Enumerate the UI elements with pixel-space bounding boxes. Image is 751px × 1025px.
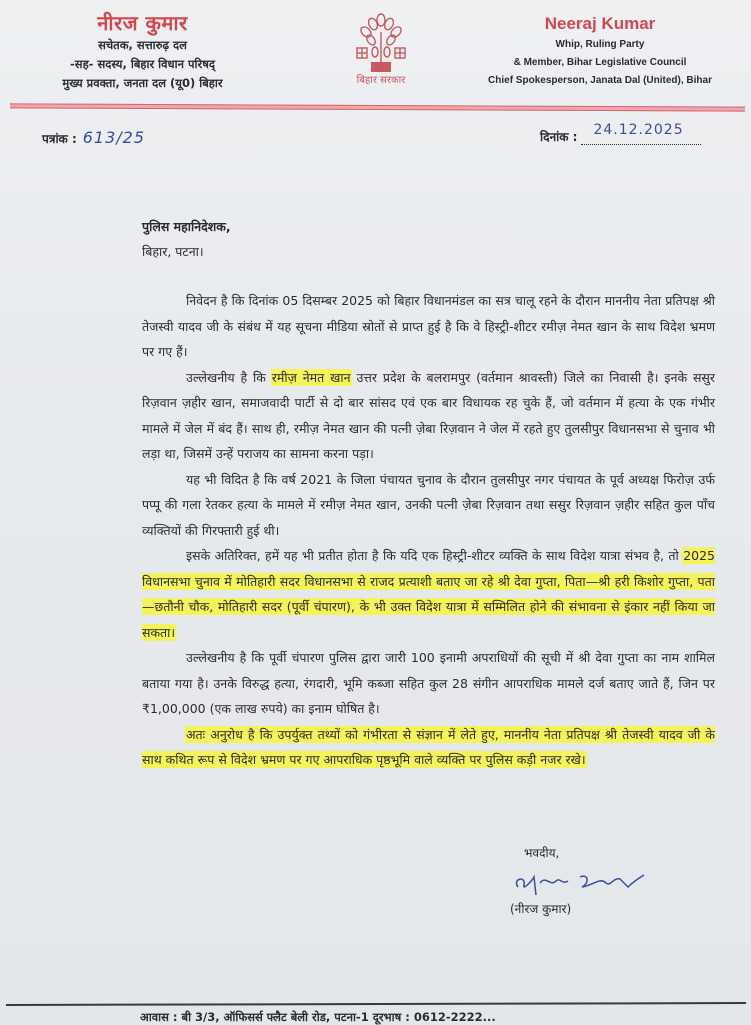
reference-number [42,128,145,147]
highlighted-text: 2025 विधानसभा चुनाव में मोतिहारी सदर विधानसभा से राजद प्रत्याशी बताए जा रहे श्री देवा गुप्ता, पिता—श्री हरी किशोर गुप्ता, पता—छतौनी चौक, मोतिहारी सदर (पूर्वी चंपारण), के भी उक्त विदेश यात्रा में सम्मिलित होने की संभावना से इंकार नहीं किया जा सकता। [142,548,715,640]
letter-date [540,122,701,145]
body-paragraph: उल्लेखनीय है कि पूर्वी चंपारण पुलिस द्वारा जारी 100 इनामी अपराधियों की सूची में श्री देवा गुप्ता का नाम शामिल बताया गया है। उनके विरुद्ध हत्या, रंगदारी, भूमि कब्जा सहित कुल 28 संगीन आपराधिक मामले दर्ज बताए जाते हैं, जिन पर ₹1,00,000 (एक लाख रुपये) का इनाम घोषित है। [142,650,715,716]
body-paragraph [142,365,715,467]
highlighted-text: अतः अनुरोध है कि उपर्युक्त तथ्यों को गंभीरता से संज्ञान में लेते हुए, माननीय नेता प्रतिपक्ष श्री तेजस्वी यादव जी के साथ कथित रूप से विदेश भ्रमण पर गए आपराधिक पृष्ठभूमि वाले व्यक्ति पर पुलिस कड़ी नजर रखे। [142,726,715,767]
letterhead-hindi-line: -सह- सदस्य, बिहार विधान परिषद् [70,57,215,71]
highlighted-text: रमीज़ नेमत खान [271,369,351,385]
date-dotted-line [581,122,701,145]
letterhead-english-line: Chief Spokesperson, Janata Dal (United), Bihar [488,75,712,86]
letterhead-divider [10,103,745,111]
reference-label: पत्रांक : [42,132,77,146]
date-label: दिनांक : [540,130,578,144]
letterhead-hindi-line: सचेतक, सत्तारुढ़ दल [98,38,187,52]
body-text: उत्तर प्रदेश के बलरामपुर (वर्तमान श्रावस्ती) जिले का निवासी है। इनके ससुर रिज़वान ज़हीर खान, समाजवादी पार्टी से दो बार सांसद एवं एक बार विधायक रह चुके हैं, जो वर्तमान में हत्या के एक गंभीर मामले में जेल में बंद हैं। साथ ही, रमीज़ नेमत खान की पत्नी ज़ेबा रिज़वान ने जेल में रहते हुए तुलसीपुर विधानसभा से चुनाव भी लड़ा था, जिसमें उन्हें पराजय का सामना करना पड़ा। [142,369,715,461]
body-text: इसके अतिरिक्त, हमें यह भी प्रतीत होता है कि यदि एक हिस्ट्री-शीटर व्यक्ति के साथ विदेश यात्रा संभव है, तो [186,548,684,563]
addressee-title: पुलिस महानिदेशक, [142,219,231,234]
bihar-government-emblem-icon [351,12,411,74]
body-paragraph: निवेदन है कि दिनांक 05 दिसम्बर 2025 को बिहार विधानमंडल का सत्र चालू रहने के दौरान माननीय नेता प्रतिपक्ष श्री तेजस्वी यादव जी के संबंध में यह सूचना मीडिया स्रोतों से प्राप्त हुई है कि वे हिस्ट्री-शीटर रमीज़ नेमत खान के साथ विदेश भ्रमण पर गए हैं। [142,293,715,359]
letterhead-hindi-name: नीरज कुमार [97,11,188,35]
addressee-location: बिहार, पटना। [142,244,204,259]
body-paragraph [142,543,715,645]
letterhead-english-name: Neeraj Kumar [544,14,656,33]
signature-block [510,843,650,918]
footer-divider [6,1002,746,1006]
body-paragraph: यह भी विदित है कि वर्ष 2021 के जिला पंचायत चुनाव के दौरान तुलसीपुर नगर पंचायत के पूर्व अध्यक्ष फिरोज़ उर्फ पप्पू की गला रेतकर हत्या के मामले में रमीज़ नेमत खान, उनकी पत्नी ज़ेबा रिज़वान तथा ससुर रिज़वान ज़हीर सहित कुल पाँच व्यक्तियों की गिरफ्तारी हुई थी। [142,471,715,538]
body-text: उल्लेखनीय है कि [186,369,272,385]
letterhead-english [455,12,745,90]
reference-value: 613/25 [82,128,146,147]
body-paragraph [142,722,715,773]
letterhead-hindi [10,10,275,93]
closing-salutation: भवदीय, [524,846,560,860]
bihar-government-emblem [338,12,424,90]
footer-address: आवास : बी 3/3, ऑफिसर्स फ्लैट बेली रोड, पटना-1 दूरभाष : 0612-2222... [140,1010,496,1024]
letterhead-hindi-line: मुख्य प्रवक्ता, जनता दल (यू0) बिहार [62,76,223,90]
signatory-name: (नीरज कुमार) [510,902,572,916]
letterhead-english-line: Whip, Ruling Party [555,39,645,50]
date-value: 24.12.2025 [593,122,684,138]
handwritten-signature-icon [510,865,650,897]
letterhead-english-line: & Member, Bihar Legislative Council [513,57,687,68]
addressee-block [142,214,231,264]
letter-body [142,288,715,773]
emblem-caption: बिहार सरकार [356,75,406,86]
